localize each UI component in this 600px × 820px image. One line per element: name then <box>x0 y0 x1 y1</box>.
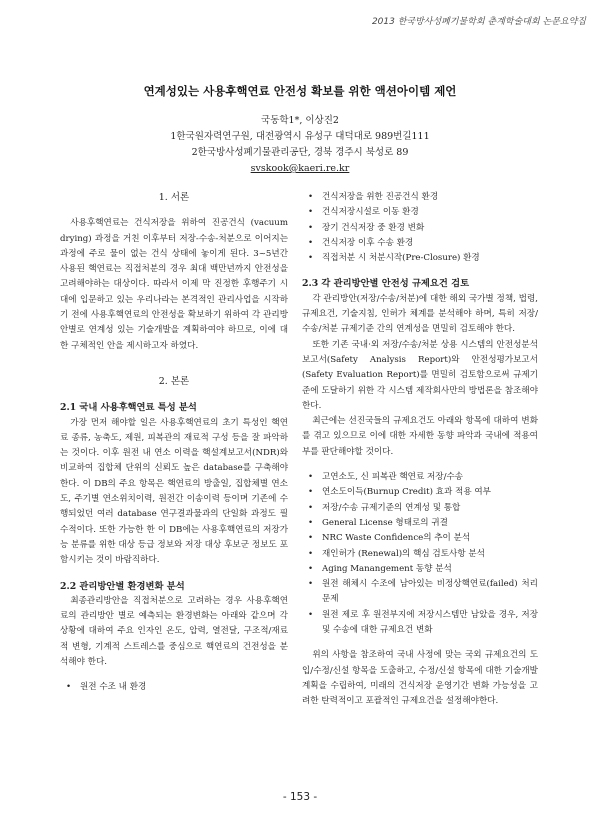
section-2-1-title: 2.1 국내 사용후핵연료 특성 분석 <box>60 402 197 414</box>
list-item: • 건식저장시설로 이동 환경 <box>308 207 419 218</box>
right-column <box>302 190 538 710</box>
paper-title: 연계성있는 사용후핵연료 안전성 확보를 위한 액션아이템 제언 <box>143 84 457 98</box>
section-2-3-para-4: 위의 사항을 참조하여 국내 사정에 맞는 국외 규제요건의 도입/수정/신설 항목을 도출하고, 수정/신설 항목에 대한 기술개발 계획을 수립하여, 미래의 건식저장 운영기간 변화 가능성을 고려한 탄력적이고 포괄적인 규제요건을 설정해야한다. <box>302 650 538 707</box>
section-1-title: 1. 서론 <box>158 192 190 203</box>
list-item: • 장기 건식저장 중 환경 변화 <box>308 222 425 233</box>
section-2-title: 2. 본론 <box>158 375 190 387</box>
bullet-list-left <box>60 680 288 695</box>
section-2-1-text: 가장 먼저 해야할 일은 사용후핵연료의 초기 특성인 핵연료 종류, 농축도, 제원, 피복관의 재료적 구성 등을 잘 파악하는 것이다. 이후 원전 내 연소 이력을 핵설계보고서(NDR)와 비교하여 집합체 단위의 신뢰도 높은 database를 구축해야 한다. 이 DB의 주요 항목은 핵연료의 방출일, 집합체별 연소도, 주기별 연소위치이력, 원전간 이송이력 등이며 기존에 수행되었던 여러 database 연구결과물과의 단일화 과정도 필수적이다. 또한 가능한 한 이 DB에는 사용후핵연료의 저장가능 분류를 위한 대상 등급 정보와 저장 대상 후보군 정보도 포함시키는 것이 바람직하다. <box>60 417 288 566</box>
author-email[interactable] <box>0 161 600 177</box>
bullet-list-2 <box>302 470 538 638</box>
affiliation-2: 2한국방사성폐기물관리공단, 경북 경주시 북성로 89 <box>191 147 409 158</box>
list-item: • 원전 해체시 수조에 남아있는 비정상핵연료(failed) 처리문제 <box>308 579 538 605</box>
list-item: • 고연소도, 신 피복관 핵연료 저장/수송 <box>308 472 464 483</box>
section-2-3-title: 2.3 각 관리방안별 안전성 규제요건 검토 <box>302 278 470 290</box>
email-link[interactable]: svskook@kaeri.re.kr <box>250 163 350 174</box>
list-item: • Aging Manangement 동향 분석 <box>308 563 452 574</box>
section-2-2-text: 최종관리방안을 직접처분으로 고려하는 경우 사용후핵연료의 관리방안 별로 예측되는 환경변화는 아래와 같으며 각 상황에 대하여 주요 인자인 온도, 압력, 열전달, 구조적/재료적 변형, 기계적 스트레스를 중심으로 핵연료의 건전성을 분석해야 한다. <box>60 595 288 668</box>
list-item: • 건식저장을 위한 진공건식 환경 <box>308 192 439 202</box>
section-1-text: 사용후핵연료는 건식저장을 위하여 진공건식 (vacuum drying) 과정을 거친 이후부터 저장-수송-처분으로 이어지는 과정에 주로 물이 없는 건식 상태에 놓이게 된다. 3~5년간 사용된 핵연료는 직접처분의 경우 최대 백만년까지 안전성을 고려해야하는 대상이다. 따라서 이제 막 진정한 후행주기 시대에 입문하고 있는 우리나라는 본격적인 관리사업을 시작하기 전에 사용후핵연료의 안전성을 확보하기 위하여 각 관리방안별로 연계성 있는 기술개발을 계획하여야 하므로, 이에 대한 구체적인 안을 제시하고자 하였다. <box>60 218 288 351</box>
list-item: • 저장/수송 규제기준의 연계성 및 통합 <box>308 502 461 513</box>
list-item: • General License 형태로의 귀결 <box>308 517 448 528</box>
bullet-list-1 <box>302 190 538 266</box>
list-item: • 건식저장 이후 수송 환경 <box>308 237 414 248</box>
affiliation-1: 1한국원자력연구원, 대전광역시 유성구 대덕대로 989번길111 <box>170 131 430 142</box>
conference-header: 2013 한국방사성폐기물학회 춘계학술대회 논문요약집 <box>371 17 586 27</box>
section-2-2-title: 2.2 관리방안별 환경변화 분석 <box>60 580 185 592</box>
list-item: • 재인허가 (Renewal)의 핵심 검토사항 분석 <box>308 548 485 559</box>
author-names: 국동학1*, 이상진2 <box>261 115 339 126</box>
list-item: • 직접처분 시 처분시작(Pre-Closure) 환경 <box>308 253 480 264</box>
section-2-3-para-2: 또한 기존 국내·외 저장/수송/처분 상용 시스템의 안전성분석보고서(Safety Analysis Report)와 안전성평가보고서(Safety Evaluation Report)를 면밀히 검토함으로써 규제기준에 도달하기 위한 각 시스템 제작회사만의 방법론을 참조해야 한다. <box>302 339 538 411</box>
left-column <box>60 190 288 696</box>
section-2-3-para-1: 각 관리방안(저장/수송/처분)에 대한 해외 국가별 정책, 법령, 규제요건, 기술지침, 인허가 체계를 분석해야 하며, 특히 저장/수송/처분 규제기준 간의 연계성을 면밀히 검토해야 한다. <box>302 293 538 335</box>
list-item: • 원전 제로 후 원전부지에 저장시스템만 남았을 경우, 저장 및 수송에 대한 규제요건 변화 <box>308 609 538 636</box>
list-item: • 원전 수조 내 환경 <box>66 682 147 693</box>
list-item: • 연소도이득(Burnup Credit) 효과 적용 여부 <box>308 487 491 498</box>
section-2-3-para-3: 최근에는 선진국들의 규제요건도 아래와 항목에 대하여 변화를 겪고 있으므로 이에 대한 자세한 동향 파악과 국내에 적용여부를 판단해야할 것이다. <box>302 416 538 457</box>
list-item: • NRC Waste Confidence의 추이 분석 <box>308 533 471 544</box>
page-number: - 153 - <box>282 791 318 803</box>
